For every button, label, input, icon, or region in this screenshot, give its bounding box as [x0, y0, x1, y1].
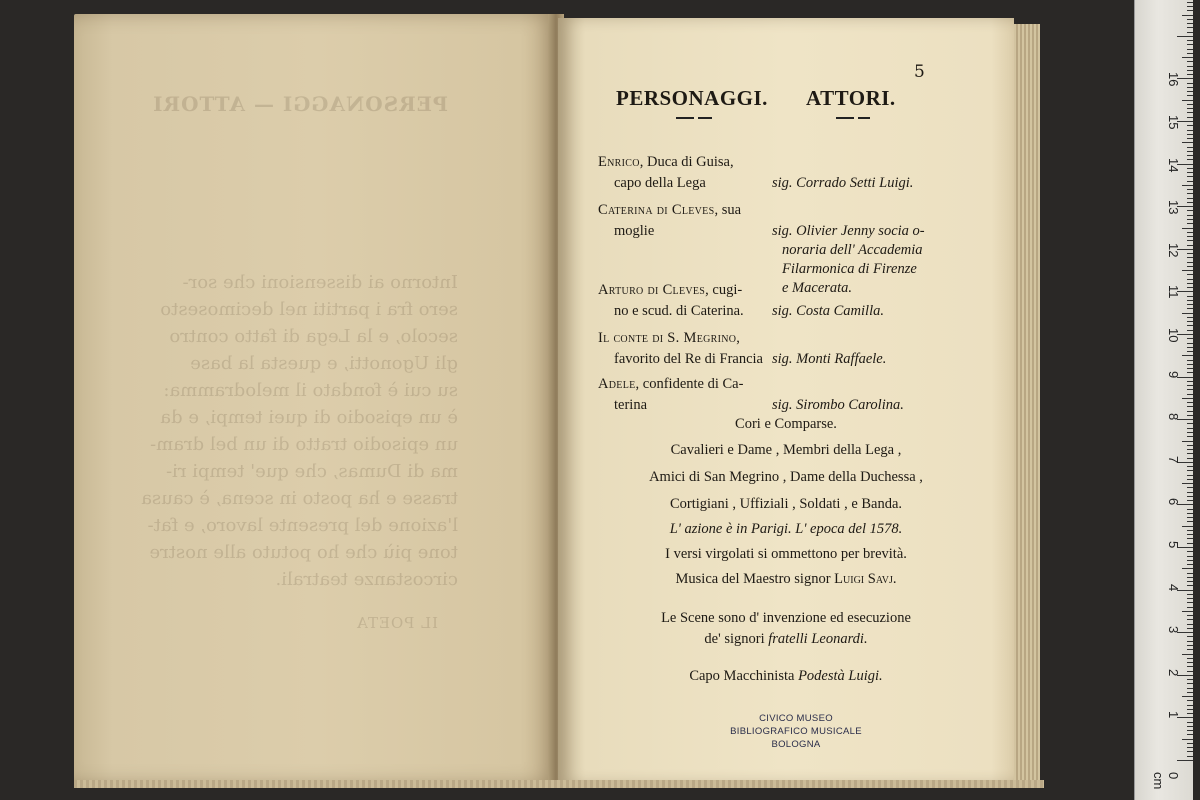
role-name: Adele	[598, 376, 636, 392]
music-line	[558, 571, 1014, 588]
actor-line: noraria dell' Accademia	[782, 242, 923, 258]
ruler-tick	[1187, 500, 1193, 501]
page-number: 5	[914, 62, 925, 82]
ruler-tick	[1182, 398, 1193, 399]
ruler-tick	[1182, 228, 1193, 229]
ruler-tick	[1187, 130, 1193, 131]
ruler-tick	[1187, 705, 1193, 706]
ruler-tick	[1187, 475, 1193, 476]
ruler-number: 7	[1166, 455, 1181, 464]
role-name: Caterina di Cleves	[598, 202, 715, 218]
ruler-tick	[1187, 308, 1193, 309]
ruler-tick	[1187, 304, 1193, 305]
actor-name: sig. Monti Raffaele.	[772, 351, 887, 367]
role-text	[598, 328, 798, 370]
ruler-tick	[1187, 219, 1193, 220]
ruler-tick	[1187, 602, 1193, 603]
ruler-tick	[1187, 538, 1193, 539]
ruler-tick	[1187, 453, 1193, 454]
note-line: I versi virgolati si ommettono per brevità.	[665, 546, 907, 562]
header-rule-right	[836, 117, 870, 119]
ruler-tick	[1187, 330, 1193, 331]
ruler-tick	[1182, 313, 1193, 314]
ruler-tick	[1187, 662, 1193, 663]
ruler-tick	[1187, 734, 1193, 735]
chorus-line: Cavalieri e Dame , Membri della Lega ,	[670, 442, 902, 458]
ruler-tick	[1187, 245, 1193, 246]
role-text	[598, 374, 778, 416]
ruler-number: 12	[1166, 242, 1181, 258]
ruler-tick	[1187, 202, 1193, 203]
ruler-tick	[1187, 321, 1193, 322]
ruler-tick	[1187, 181, 1193, 182]
ruler-number: 2	[1166, 668, 1181, 677]
ruler-tick	[1187, 509, 1193, 510]
ruler-tick	[1187, 658, 1193, 659]
ruler-tick	[1187, 210, 1193, 211]
ruler-tick	[1187, 679, 1193, 680]
ruler-tick	[1187, 6, 1193, 7]
ruler-tick	[1187, 449, 1193, 450]
ruler-tick	[1187, 581, 1193, 582]
ruler-tick	[1187, 108, 1193, 109]
ruler-number: 3	[1166, 626, 1181, 634]
ruler-tick	[1182, 568, 1193, 569]
ruler-tick	[1187, 432, 1193, 433]
ruler-number: 13	[1166, 200, 1181, 215]
ruler-tick	[1187, 279, 1193, 280]
ruler-tick	[1187, 266, 1193, 267]
ruler-number: 9	[1166, 370, 1181, 378]
ruler-tick	[1187, 117, 1193, 118]
machinist-prefix: Capo Macchinista	[689, 668, 795, 684]
ruler-tick	[1187, 347, 1193, 348]
actor-line: sig. Olivier Jenny socia o-	[772, 223, 925, 239]
chorus-line: Cortigiani , Uffiziali , Soldati , e Banda.	[669, 496, 903, 512]
ruler-tick	[1187, 389, 1193, 390]
ruler-tick	[1187, 649, 1193, 650]
role-desc-continued: favorito del Re di Francia	[614, 351, 763, 367]
ruler-tick	[1187, 692, 1193, 693]
ruler-tick	[1187, 138, 1193, 139]
ruler-tick	[1187, 700, 1193, 701]
ruler-tick	[1187, 83, 1193, 84]
ruler-tick	[1187, 406, 1193, 407]
bleed-through-text: PERSONAGGI — ATTORI Intorno ai dissensioni che sor- sero fra i partiti nel decimosesto secolo, e la Lega di fatto contro gli Ugonotti, e questa la base su cui è fondato il melodramma: è un episodio di quei tempi, e da un episodio tratto di un bel dram- ma di Dumas, che que' tempi ri- trasse e ha posto in scena, è causa l'azione del presente lavoro, e fat- tone più che ho potuto alle nostre circostanze teatrali. IL POETA	[141, 92, 458, 632]
ruler-tick	[1182, 57, 1193, 58]
header-personaggi: PERSONAGGI.	[616, 86, 768, 110]
ruler-tick	[1187, 743, 1193, 744]
machinist-line	[558, 668, 1014, 685]
scenes-names: fratelli Leonardi.	[768, 631, 868, 647]
ruler-tick	[1187, 262, 1193, 263]
role-desc-continued: terina	[614, 397, 648, 413]
ruler-tick	[1187, 415, 1193, 416]
stamp-line: BOLOGNA	[771, 739, 821, 750]
ruler-tick	[1187, 513, 1193, 514]
ruler-tick	[1187, 445, 1193, 446]
header-rule-left	[676, 117, 712, 119]
ruler-tick	[1187, 756, 1193, 757]
ruler-number: 6	[1166, 498, 1181, 506]
ruler-number: 1	[1166, 711, 1181, 719]
ruler-tick	[1182, 100, 1193, 101]
ruler-tick	[1187, 747, 1193, 748]
measurement-ruler	[1134, 0, 1193, 800]
stamp-line: CIVICO MUSEO	[759, 713, 833, 724]
ruler-tick	[1187, 74, 1193, 75]
ruler-tick	[1187, 240, 1193, 241]
ruler-tick	[1182, 483, 1193, 484]
ruler-tick	[1187, 87, 1193, 88]
actor-name: sig. Costa Camilla.	[772, 303, 884, 319]
ruler-tick	[1182, 696, 1193, 697]
setting-line: L' azione è in Parigi. L' epoca del 1578.	[669, 521, 903, 537]
ruler-tick	[1187, 193, 1193, 194]
ruler-tick	[1187, 636, 1193, 637]
ruler-tick	[1187, 381, 1193, 382]
ruler-tick	[1187, 253, 1193, 254]
ruler-tick	[1187, 517, 1193, 518]
ruler-tick	[1187, 104, 1193, 105]
ruler-tick	[1187, 751, 1193, 752]
ruler-tick	[1187, 730, 1193, 731]
ruler-tick	[1187, 688, 1193, 689]
actor-line: Filarmonica di Firenze	[782, 261, 917, 277]
composer-name: Luigi Savj.	[834, 571, 897, 587]
ruler-tick	[1187, 91, 1193, 92]
left-page	[74, 14, 558, 784]
actor-name: sig. Corrado Setti Luigi.	[772, 175, 914, 191]
ruler-tick	[1187, 385, 1193, 386]
ruler-tick	[1187, 338, 1193, 339]
ruler-tick	[1187, 423, 1193, 424]
ruler-tick	[1187, 32, 1193, 33]
ruler-tick	[1187, 317, 1193, 318]
ruler-tick	[1187, 125, 1193, 126]
ruler-tick	[1187, 470, 1193, 471]
ruler-tick	[1187, 360, 1193, 361]
music-prefix: Musica del Maestro signor	[675, 571, 831, 587]
ruler-tick	[1187, 709, 1193, 710]
ruler-tick	[1187, 573, 1193, 574]
ruler-tick	[1182, 185, 1193, 186]
ruler-tick	[1187, 189, 1193, 190]
ruler-tick	[1187, 364, 1193, 365]
ruler-tick	[1187, 402, 1193, 403]
ruler-tick	[1187, 496, 1193, 497]
ruler-tick	[1187, 257, 1193, 258]
ruler-tick	[1187, 168, 1193, 169]
ruler-tick	[1182, 739, 1193, 740]
ruler-tick	[1187, 223, 1193, 224]
ruler-tick	[1187, 296, 1193, 297]
ruler-number: 16	[1166, 72, 1181, 87]
ruler-tick	[1187, 411, 1193, 412]
role-desc: , sua	[714, 202, 742, 218]
ruler-tick	[1187, 351, 1193, 352]
ruler-tick	[1187, 134, 1193, 135]
ruler-tick	[1187, 619, 1193, 620]
role-name: Arturo di Cleves	[598, 282, 706, 298]
ruler-number: 11	[1166, 285, 1181, 299]
ruler-tick	[1187, 300, 1193, 301]
ruler-number: 4	[1166, 583, 1181, 591]
page-edges-bottom	[74, 780, 1044, 788]
stamp-line: BIBLIOGRAFICO MUSICALE	[730, 726, 862, 737]
role-desc-continued: capo della Lega	[614, 175, 706, 191]
ruler-tick	[1187, 585, 1193, 586]
ruler-tick	[1182, 441, 1193, 442]
ruler-tick	[1187, 19, 1193, 20]
ruler-tick	[1177, 36, 1193, 37]
ruler-tick	[1187, 666, 1193, 667]
ruler-tick	[1187, 66, 1193, 67]
ruler-tick	[1187, 683, 1193, 684]
ruler-tick	[1187, 49, 1193, 50]
ruler-tick	[1187, 394, 1193, 395]
ruler-unit-label: 0 cm	[1151, 772, 1181, 790]
ruler-tick	[1187, 172, 1193, 173]
ruler-tick	[1182, 142, 1193, 143]
ruler-tick	[1187, 147, 1193, 148]
ruler-tick	[1187, 534, 1193, 535]
chorus-title: Cori e Comparse.	[735, 416, 837, 432]
ruler-tick	[1187, 543, 1193, 544]
scenes-line-2	[558, 631, 1014, 648]
ruler-tick	[1187, 198, 1193, 199]
actor-line: e Macerata.	[782, 280, 853, 296]
ruler-tick	[1187, 368, 1193, 369]
ruler-tick	[1187, 372, 1193, 373]
page-edges-right	[1014, 24, 1040, 784]
ruler-tick	[1187, 215, 1193, 216]
ruler-tick	[1187, 598, 1193, 599]
role-desc: , Duca di Guisa,	[639, 154, 734, 170]
ruler-tick	[1187, 2, 1193, 3]
ruler-tick	[1187, 645, 1193, 646]
ruler-tick	[1187, 577, 1193, 578]
role-desc-continued: moglie	[614, 223, 655, 239]
ruler-tick	[1177, 760, 1193, 761]
ruler-tick	[1187, 530, 1193, 531]
ruler-tick	[1187, 287, 1193, 288]
right-page	[558, 18, 1014, 784]
role-desc: , confidente di Ca-	[635, 376, 744, 392]
ruler-tick	[1187, 53, 1193, 54]
role-text	[598, 280, 778, 322]
header-attori: ATTORI.	[806, 86, 896, 110]
role-desc-continued: no e scud. di Caterina.	[614, 303, 744, 319]
ruler-tick	[1187, 159, 1193, 160]
ruler-tick	[1187, 232, 1193, 233]
ruler-tick	[1187, 23, 1193, 24]
scenes-prefix: de' signori	[704, 631, 765, 647]
ruler-tick	[1187, 343, 1193, 344]
ruler-tick	[1187, 722, 1193, 723]
ruler-tick	[1187, 112, 1193, 113]
role-text	[598, 152, 778, 194]
role-desc: ,	[736, 330, 740, 346]
ruler-tick	[1187, 436, 1193, 437]
ruler-tick	[1187, 466, 1193, 467]
ruler-tick	[1187, 325, 1193, 326]
ruler-tick	[1187, 95, 1193, 96]
ruler-tick	[1187, 176, 1193, 177]
ruler-tick	[1187, 560, 1193, 561]
ruler-number: 10	[1166, 328, 1181, 343]
ruler-tick	[1187, 487, 1193, 488]
ruler-tick	[1187, 155, 1193, 156]
role-name: Enrico	[598, 154, 640, 170]
ruler-tick	[1182, 654, 1193, 655]
ruler-tick	[1187, 551, 1193, 552]
ruler-tick	[1187, 713, 1193, 714]
scenes-line-1: Le Scene sono d' invenzione ed esecuzione	[661, 610, 911, 626]
role-text	[598, 200, 778, 242]
ruler-tick	[1187, 44, 1193, 45]
ruler-tick	[1187, 628, 1193, 629]
ruler-tick	[1182, 611, 1193, 612]
ruler-tick	[1187, 564, 1193, 565]
ruler-tick	[1187, 236, 1193, 237]
ruler-tick	[1187, 615, 1193, 616]
ruler-number: 15	[1166, 115, 1181, 130]
ruler-tick	[1182, 270, 1193, 271]
ruler-tick	[1187, 151, 1193, 152]
ruler-tick	[1182, 355, 1193, 356]
chorus-line: Amici di San Megrino , Dame della Duchessa ,	[649, 469, 923, 485]
role-desc: , cugi-	[705, 282, 743, 298]
actor-name: sig. Sirombo Carolina.	[772, 397, 904, 413]
ruler-tick	[1187, 492, 1193, 493]
ruler-number: 8	[1166, 413, 1181, 421]
ruler-number: 5	[1166, 541, 1181, 549]
ruler-tick	[1187, 274, 1193, 275]
ruler-tick	[1187, 40, 1193, 41]
ruler-tick	[1187, 70, 1193, 71]
ruler-tick	[1182, 526, 1193, 527]
ruler-tick	[1182, 15, 1193, 16]
ruler-tick	[1187, 10, 1193, 11]
ruler-tick	[1187, 61, 1193, 62]
ruler-tick	[1187, 607, 1193, 608]
ruler-tick	[1187, 641, 1193, 642]
ruler-tick	[1187, 27, 1193, 28]
ruler-tick	[1187, 479, 1193, 480]
ruler-tick	[1187, 624, 1193, 625]
ruler-tick	[1187, 594, 1193, 595]
library-stamp	[726, 712, 866, 751]
ruler-number: 14	[1166, 157, 1181, 173]
ruler-tick	[1187, 726, 1193, 727]
ruler-tick	[1187, 556, 1193, 557]
machinist-name: Podestà Luigi.	[798, 668, 883, 684]
ruler-tick	[1187, 458, 1193, 459]
ruler-tick	[1187, 283, 1193, 284]
ruler-tick	[1187, 428, 1193, 429]
ruler-tick	[1187, 671, 1193, 672]
ruler-tick	[1187, 521, 1193, 522]
role-name: Il conte di S. Megrino	[598, 330, 737, 346]
